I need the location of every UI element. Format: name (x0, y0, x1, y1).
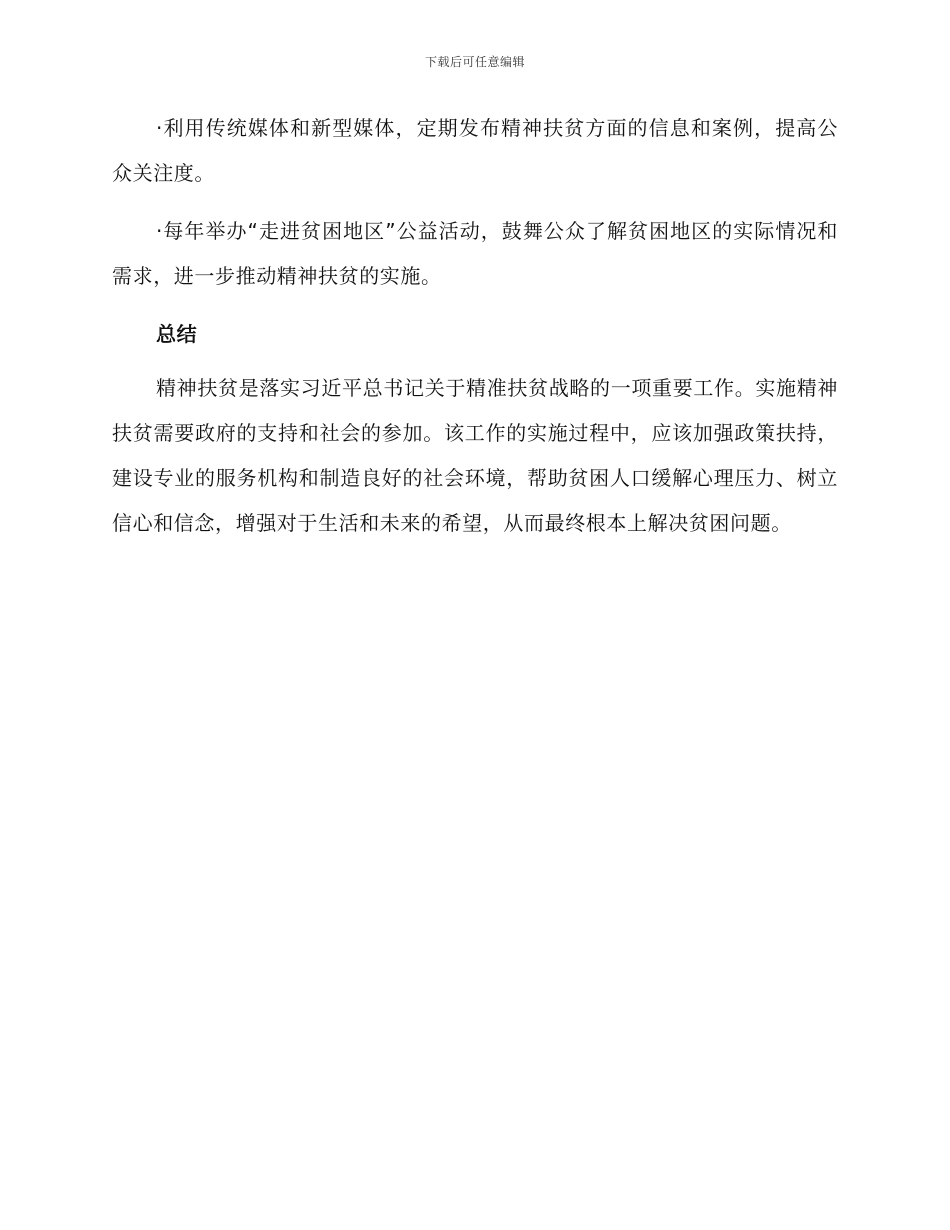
section-heading-summary: 总结 (156, 322, 198, 346)
summary-paragraph: 精神扶贫是落实习近平总书记关于精准扶贫战略的一项重要工作。实施精神扶贫需要政府的支持和社会的参加。该工作的实施过程中，应该加强政策扶持，建设专业的服务机构和制造良好的社会环境，帮助贫困人口缓解心理压力、树立信心和信念，增强对于生活和未来的希望，从而最终根本上解决贫困问题。 (112, 376, 838, 535)
bullet-paragraph-activity: ·每年举办“走进贫困地区”公益活动，鼓舞公众了解贫困地区的实际情况和需求，进一步推动精神扶贫的实施。 (112, 219, 838, 288)
page-header: 下载后可任意编辑 (424, 55, 525, 69)
bullet-paragraph-media: ·利用传统媒体和新型媒体，定期发布精神扶贫方面的信息和案例，提高公众关注度。 (112, 116, 838, 185)
document-body (112, 106, 838, 559)
